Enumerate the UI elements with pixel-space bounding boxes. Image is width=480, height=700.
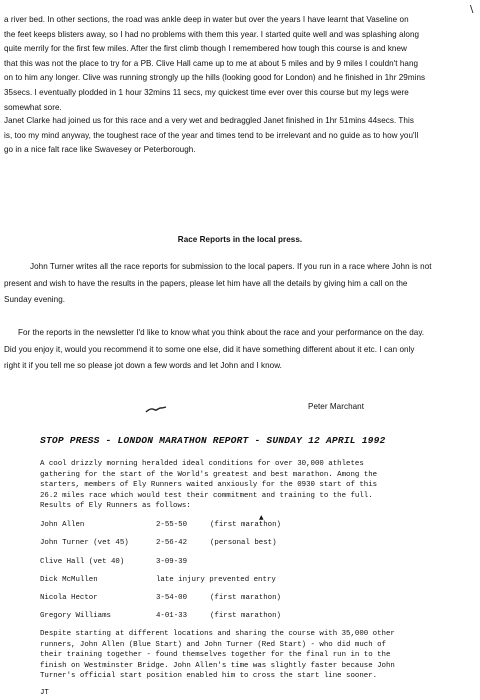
text-line: starters, members of Ely Runners waited anxiously for the 0930 start of this bbox=[40, 481, 378, 490]
text-line: Did you enjoy it, would you recommend it to some one else, did it have something different about it etc. I can only bbox=[4, 344, 415, 354]
runner-name: Clive Hall (vet 40) bbox=[40, 557, 125, 566]
text-line: a river bed. In other sections, the road was ankle deep in water but over the years I have learnt that Vaseline on bbox=[4, 15, 409, 24]
stop-press-title: STOP PRESS - LONDON MARATHON REPORT - SUNDAY 12 APRIL 1992 bbox=[40, 435, 386, 446]
corner-mark: \ bbox=[470, 4, 474, 15]
text-line: John Turner writes all the race reports for submission to the local papers. If you run in a race where John is not bbox=[30, 262, 432, 271]
race-report-paragraph-1 bbox=[4, 13, 425, 115]
runner-name: Nicola Hector bbox=[40, 594, 98, 603]
runner-time: 2-55-50 bbox=[156, 521, 188, 529]
ink-mark: ▲ bbox=[259, 514, 264, 521]
text-line: 26.2 miles race which would test their commitment and training to the full. bbox=[40, 491, 373, 500]
runner-name: Dick McMullen bbox=[40, 575, 98, 584]
runner-name: John Turner (vet 45) bbox=[40, 539, 129, 548]
text-line: their training together - found themselves together for the final run in to the bbox=[40, 651, 391, 660]
text-line: the feet keeps blisters away, so I had no problems with them this year. I started quite well and was splashing along bbox=[4, 29, 420, 39]
text-line: somewhat sore. bbox=[4, 102, 62, 112]
press-paragraph-2 bbox=[4, 326, 424, 374]
runner-note: (first marathon) bbox=[210, 612, 281, 621]
runner-note: (first marathon) bbox=[210, 521, 281, 529]
author-initials: JT bbox=[40, 689, 49, 697]
text-line: right it if you tell me so please jot down a few words and let John and I know. bbox=[4, 361, 282, 371]
stop-press-intro bbox=[40, 459, 377, 512]
signature: Peter Marchant bbox=[308, 402, 365, 411]
text-line: 35secs. I eventually plodded in 1 hour 32mins 11 secs, my quickest time ever over this course but my legs were bbox=[4, 87, 409, 97]
text-line: Turner's official start position enabled him to cross the start line sooner. bbox=[40, 672, 378, 681]
text-line: finish on Westminster Bridge. John Allen's time was slightly faster because John bbox=[40, 661, 395, 670]
text-line: go in a nice falt race like Swavesey or Peterborough. bbox=[4, 145, 196, 155]
text-line: For the reports in the newsletter I'd like to know what you think about the race and your performance on the day. bbox=[18, 328, 425, 337]
runner-note: (first marathon) bbox=[210, 594, 281, 603]
text-line: Sunday evening. bbox=[4, 295, 66, 305]
text-line: on to him any longer. Clive was running strongly up the hills (looking good for London) and he finished in 1hr 29mins bbox=[4, 73, 426, 83]
runner-time: late injury prevented entry bbox=[156, 575, 276, 584]
runner-time: 3-09-39 bbox=[156, 557, 188, 566]
press-section-heading: Race Reports in the local press. bbox=[177, 235, 303, 244]
text-line: Results of Ely Runners as follows: bbox=[40, 502, 191, 511]
text-line: Despite starting at different locations and sharing the course with 35,000 other bbox=[40, 630, 395, 638]
text-line: A cool drizzly morning heralded ideal conditions for over 30,000 athletes bbox=[40, 460, 364, 468]
runner-time: 3-54-00 bbox=[156, 594, 188, 603]
text-line: quite merrily for the first few miles. After the first climb though I remembered how tough this course is and knew bbox=[4, 44, 407, 54]
runner-time: 4-01-33 bbox=[156, 612, 188, 621]
runner-name: Gregory Williams bbox=[40, 612, 111, 621]
press-paragraph-1 bbox=[4, 260, 432, 308]
pen-mark-icon bbox=[145, 404, 167, 414]
text-line: Janet Clarke had joined us for this race and a very wet and bedraggled Janet finished in 1hr 51mins 44secs. This bbox=[4, 116, 414, 125]
runner-note: (personal best) bbox=[210, 539, 277, 548]
text-line: present and wish to have the results in the papers, please let him have all the details by giving him a call on the bbox=[4, 278, 408, 288]
text-line: gathering for the start of the World's greatest and best marathon. Among the bbox=[40, 470, 378, 479]
runner-name: John Allen bbox=[40, 521, 85, 529]
race-report-paragraph-2 bbox=[4, 114, 418, 158]
text-line: runners, John Allen (Blue Start) and John Turner (Red Start) - who did much of bbox=[40, 640, 386, 649]
stop-press-closing bbox=[40, 629, 395, 682]
runner-time: 2-56-42 bbox=[156, 539, 188, 548]
text-line: is, too my mind anyway, the toughest race of the year and times tend to be irrelevant and no guide as to how you'll bbox=[4, 130, 419, 140]
text-line: that this was not the place to try for a PB. Clive Hall came up to me at about 5 miles and by 9 miles I couldn't hang bbox=[4, 58, 419, 68]
